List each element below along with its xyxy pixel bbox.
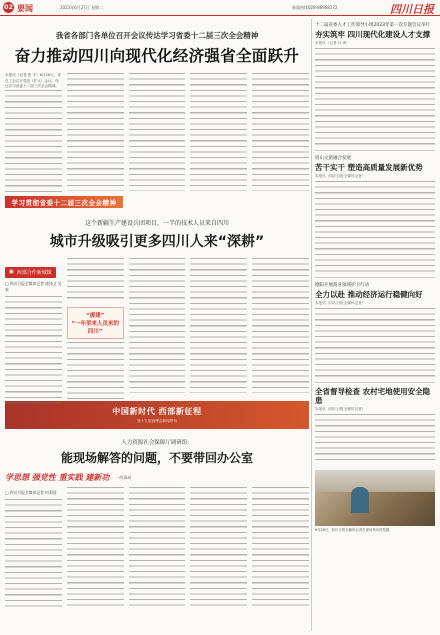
lead-col-4 xyxy=(190,73,247,191)
text-block xyxy=(129,258,186,393)
promo-subtitle: 第十九届西博会新闻特刊 xyxy=(137,419,177,423)
rule xyxy=(315,277,435,278)
section-name: 要闻 xyxy=(17,4,33,13)
side-item-1-kicker: 十二届省委人才工作领导小组2023年第一次专题会议举行 xyxy=(315,23,430,28)
feature-box-title: “援建” xyxy=(86,313,105,319)
side-item-3-author: 本报讯（四川日报全媒体记者） xyxy=(315,301,366,305)
text-block xyxy=(129,73,186,191)
side-item-2-headline: 苦干实干 塑造高质量发展新优势 xyxy=(315,163,423,172)
feature-col-5 xyxy=(252,258,309,393)
bottom-slogan-sub: 一线调研 xyxy=(115,474,132,480)
text-block xyxy=(315,48,435,146)
text-block xyxy=(5,296,62,406)
lead-headline: 奋力推动四川向现代化经济强省全面跃升 xyxy=(14,47,300,65)
side-item-3-headline: 全力以赴 推动经济运行稳健向好 xyxy=(315,290,423,299)
text-block xyxy=(315,181,435,273)
rule xyxy=(315,150,435,151)
photo-caption: 6月26日，四川日报全媒体记者在现场采访时拍摄。 xyxy=(315,528,393,532)
feature-box xyxy=(67,307,124,339)
main-column xyxy=(5,19,309,607)
bottom-col-2 xyxy=(67,487,124,607)
text-block xyxy=(252,258,309,393)
feature-box-subtitle: “一年里来人员来的四川” xyxy=(71,321,119,335)
issue-date: 2023年6月27日 星期二 xyxy=(60,5,104,10)
feature-col-3 xyxy=(129,258,186,393)
side-item-2-kicker: 眉山文旅融合发展 xyxy=(315,156,351,161)
text-block xyxy=(190,258,247,393)
text-block xyxy=(129,487,186,607)
rule xyxy=(315,382,435,383)
bottom-col-3 xyxy=(129,487,186,607)
feature-kicker: 这个新疆生产建设兵团项目，一半的技术人员来自四川 xyxy=(84,220,229,227)
text-block xyxy=(252,487,309,607)
text-block xyxy=(67,487,124,607)
promo-title: 中国新时代 西部新征程 xyxy=(112,407,202,416)
side-item-4-headline: 全省督导检查 农村宅地使用安全隐患 xyxy=(315,387,431,405)
text-block xyxy=(315,414,435,464)
side-item-4-author: 本报讯（四川日报全媒体记者） xyxy=(315,407,366,411)
feature-col-1 xyxy=(5,258,62,393)
text-block xyxy=(67,258,124,303)
lead-col-3 xyxy=(129,73,186,191)
building-icon: ▣ xyxy=(9,269,14,275)
bottom-col-1 xyxy=(5,487,62,607)
column-divider xyxy=(311,19,312,631)
text-block xyxy=(67,73,124,191)
text-block xyxy=(315,308,435,378)
feature-body xyxy=(5,258,309,393)
side-column xyxy=(315,19,435,533)
news-photo xyxy=(315,470,435,526)
feature-author: □ 四川日报全媒体记者 唐泽文 吴家 xyxy=(5,280,62,292)
page-number: 02 xyxy=(3,3,14,11)
text-block xyxy=(190,487,247,607)
side-item-1-author: 本报讯（记者 付 琦） xyxy=(315,41,350,45)
lead-col-2 xyxy=(67,73,124,191)
text-block xyxy=(5,499,62,609)
lead-col-1 xyxy=(5,73,62,191)
feature-col-4 xyxy=(190,258,247,393)
masthead xyxy=(0,0,440,16)
slogan-banner-text: 学习贯彻省委十二届三次全会精神 xyxy=(11,198,117,207)
side-item-1-headline: 夯实筑牢 四川现代化建设人才支撑 xyxy=(315,30,431,39)
bottom-author: □ 四川日报全媒体记者 何莉蓉 xyxy=(5,490,57,495)
feature-col-2 xyxy=(67,258,124,393)
side-item-2-author: 本报讯（四川日报全媒体记者） xyxy=(315,174,366,178)
feature-headline: 城市升级吸引更多四川人来“深耕” xyxy=(49,234,265,250)
slogan-banner xyxy=(5,196,123,208)
bottom-col-4 xyxy=(190,487,247,607)
lead-first-line: 本报讯（记者 张 宇）6月26日，省总工会召开党组（扩大）会议，传达学习省委十二届三次全会精神。 xyxy=(5,73,61,89)
bottom-col-5 xyxy=(252,487,309,607)
lead-col-5 xyxy=(252,73,309,191)
side-item-3-kicker: 德阳开展商业领域护卫行动 xyxy=(315,283,369,288)
text-block xyxy=(5,90,62,195)
feature-tag: ▣ 西部合作新城镇 xyxy=(5,267,56,278)
bottom-slogan xyxy=(5,472,309,483)
lead-kicker: 我省各部门各单位召开会议传达学习省委十二届三次全会精神 xyxy=(55,31,259,40)
bottom-body xyxy=(5,487,309,607)
lead-body xyxy=(5,73,309,191)
bottom-headline: 能现场解答的问题，不要带回办公室 xyxy=(60,451,253,465)
text-block xyxy=(190,73,247,191)
hotline: 新闻热线028-86968172 xyxy=(292,5,338,10)
text-block xyxy=(252,73,309,191)
text-block xyxy=(67,342,124,402)
newspaper-logo: 四川日报 xyxy=(390,3,434,16)
bottom-kicker: 人力资源社会保障厅调研组： xyxy=(121,440,193,446)
bottom-slogan-main: 学思想 强党性 重实践 建新功 xyxy=(5,473,110,482)
